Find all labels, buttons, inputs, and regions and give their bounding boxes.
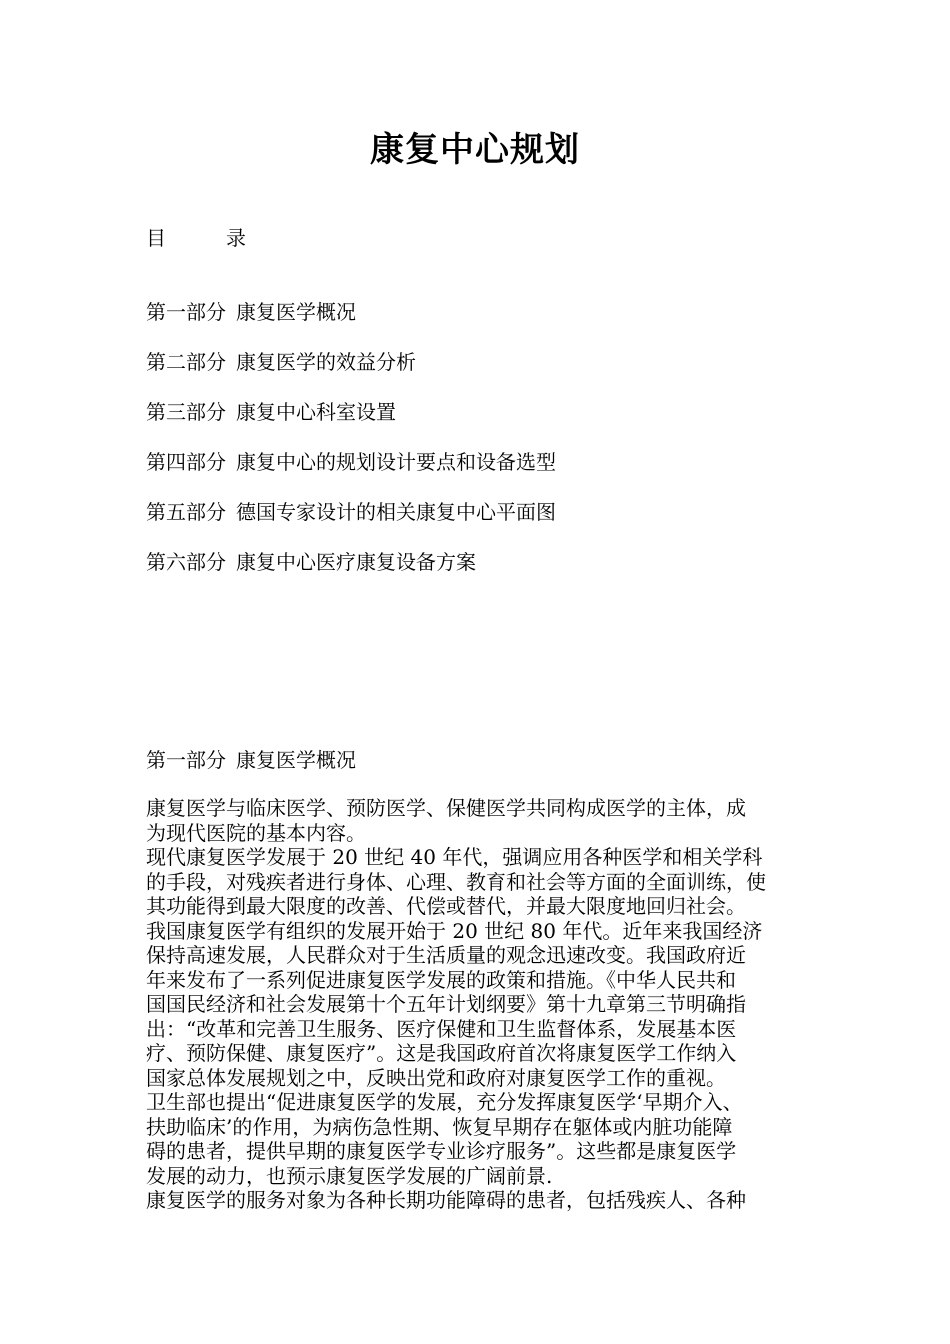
toc-item-part: 第四部分 (146, 450, 226, 474)
body-line: 扶助临床’的作用，为病伤急性期、恢复早期存在躯体或内脏功能障 (146, 1114, 733, 1139)
body-line: 年来发布了一系列促进康复医学发展的政策和措施。《中华人民共和 (146, 967, 736, 992)
toc-item-label: 康复中心的规划设计要点和设备选型 (236, 450, 556, 474)
body-line: 为现代医院的基本内容。 (146, 820, 366, 845)
body-line: 碍的患者，提供早期的康复医学专业诊疗服务”。这些都是康复医学 (146, 1139, 737, 1163)
toc-item-label: 康复医学的效益分析 (236, 350, 416, 374)
toc-item (146, 348, 556, 398)
toc-heading (146, 224, 246, 252)
section-heading (146, 746, 356, 774)
body-line: 康复医学与临床医学、预防医学、保健医学共同构成医学的主体，成 (146, 796, 746, 820)
toc-heading-left: 目 (146, 226, 166, 250)
body-line: 现代康复医学发展于 20 世纪 40 年代，强调应用各种医学和相关学科 (146, 845, 763, 869)
toc-item-part: 第一部分 (146, 300, 226, 324)
toc-item-part: 第二部分 (146, 350, 226, 374)
toc-list (146, 298, 556, 598)
toc-item-label: 德国专家设计的相关康复中心平面图 (236, 500, 556, 524)
section-heading-part: 第一部分 (146, 748, 226, 772)
body-line: 国国民经济和社会发展第十个五年计划纲要》第十九章第三节明确指 (146, 992, 746, 1016)
body-line: 发展的动力，也预示康复医学发展的广阔前景. (146, 1163, 553, 1188)
toc-item (146, 498, 556, 548)
toc-item (146, 298, 556, 348)
body-line: 康复医学的服务对象为各种长期功能障碍的患者，包括残疾人、各种 (146, 1188, 746, 1212)
body-line: 我国康复医学有组织的发展开始于 20 世纪 80 年代。近年来我国经济 (146, 918, 763, 943)
document-title: 康复中心规划 (370, 130, 580, 170)
toc-item-part: 第五部分 (146, 500, 226, 524)
toc-item-label: 康复中心科室设置 (236, 400, 396, 424)
body-line: 的手段，对残疾者进行身体、心理、教育和社会等方面的全面训练，使 (146, 869, 766, 894)
body-line: 卫生部也提出“促进康复医学的发展，充分发挥康复医学‘早期介入、 (146, 1090, 743, 1114)
toc-item-label: 康复医学概况 (236, 300, 356, 324)
toc-item-label: 康复中心医疗康复设备方案 (236, 550, 476, 574)
toc-item-part: 第三部分 (146, 400, 226, 424)
toc-heading-right: 录 (226, 226, 246, 250)
body-line: 保持高速发展，人民群众对于生活质量的观念迅速改变。我国政府近 (146, 943, 746, 967)
body-line: 其功能得到最大限度的改善、代偿或替代，并最大限度地回归社会。 (146, 894, 746, 918)
toc-item (146, 548, 556, 598)
section-body (146, 796, 816, 1213)
body-line: 出：“改革和完善卫生服务、医疗保健和卫生监督体系，发展基本医 (146, 1016, 737, 1041)
section-heading-label: 康复医学概况 (236, 748, 356, 772)
toc-item (146, 448, 556, 498)
toc-item-part: 第六部分 (146, 550, 226, 574)
body-line: 疗、预防保健、康复医疗”。这是我国政府首次将康复医学工作纳入 (146, 1041, 737, 1065)
body-line: 国家总体发展规划之中，反映出党和政府对康复医学工作的重视。 (146, 1065, 726, 1090)
toc-item (146, 398, 556, 448)
